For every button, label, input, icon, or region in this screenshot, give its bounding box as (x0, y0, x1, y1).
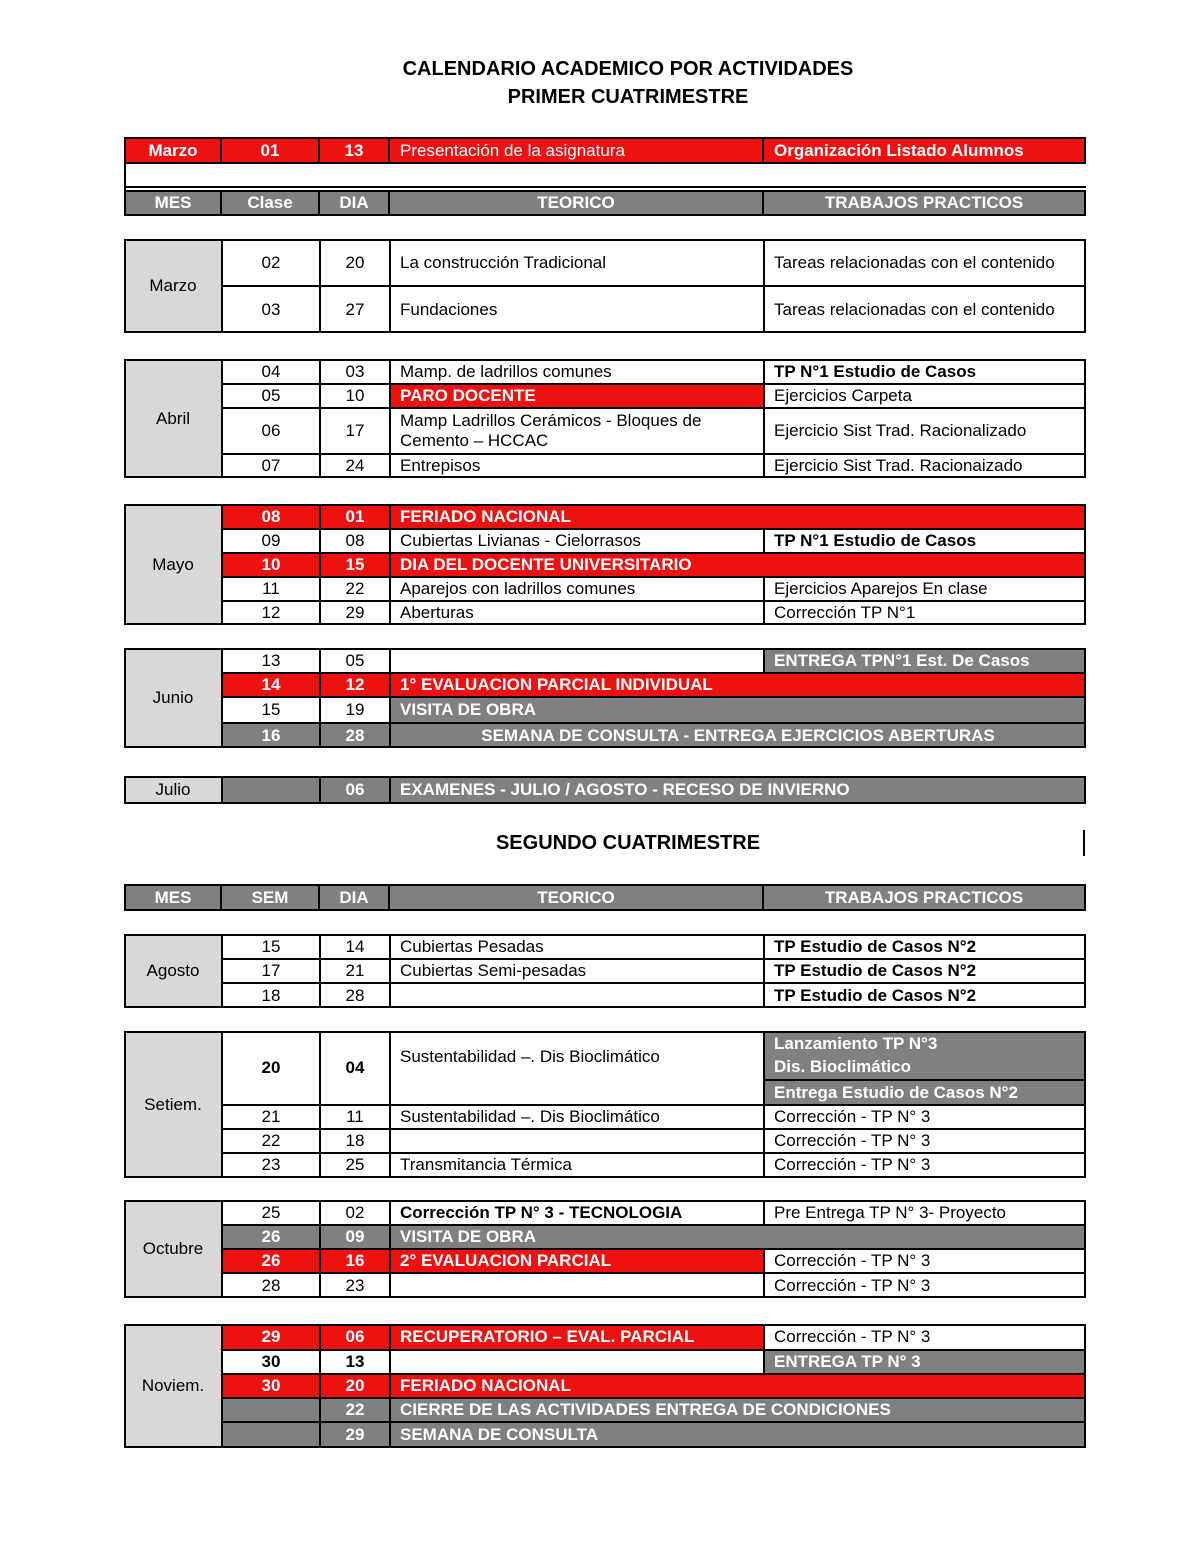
cell-sem: 18 (261, 985, 281, 1005)
cell-dia: 14 (345, 936, 365, 956)
month-block-octubre (124, 1200, 1086, 1298)
cell-clase: 11 (262, 579, 280, 598)
block-frame (124, 776, 1086, 804)
cell-teorico: FERIADO NACIONAL (390, 504, 1086, 529)
cell-sem: 17 (261, 961, 281, 980)
cell-teorico: SEMANA DE CONSULTA (390, 1422, 1086, 1448)
block-frame (124, 1200, 1086, 1298)
cell-tp: Corrección - TP N° 3 (774, 1107, 931, 1126)
cell-teorico: Mamp Ladrillos Cerámicos - Bloques de Cemento – HCCAC (400, 411, 702, 450)
cell-dia: 04 (345, 1058, 365, 1077)
cell-tp: Corrección - TP N° 3 (774, 1251, 931, 1270)
cell-clase: 07 (261, 456, 281, 475)
header-clase: Clase (222, 190, 320, 216)
header2-mes: MES (124, 884, 222, 911)
cell-dia: 19 (345, 700, 365, 719)
cell-dia: 09 (320, 1225, 390, 1249)
cell-teorico: Aparejos con ladrillos comunes (400, 579, 636, 598)
cell-tp: Corrección TP N°1 (774, 603, 916, 622)
month-block-agosto (124, 934, 1086, 1008)
cell-teorico: VISITA DE OBRA (390, 697, 1086, 723)
month-block-julio (124, 776, 1086, 804)
cell-dia: 22 (345, 579, 365, 598)
cell-clase: 15 (261, 700, 281, 719)
cell-clase: 14 (222, 673, 320, 697)
cell-dia: 20 (345, 252, 365, 272)
cell-sem: 30 (261, 1352, 281, 1371)
first-term-title: PRIMER CUATRIMESTRE (507, 86, 749, 108)
cell-tp: Ejercicios Aparejos En clase (774, 579, 988, 598)
cell-tp: Tareas relacionadas con el contenido (774, 299, 1055, 319)
month-label-setiembre: Setiem. (124, 1031, 222, 1178)
cell-tp: Corrección - TP N° 3 (774, 1131, 931, 1150)
cell-teorico: Sustentabilidad –. Dis Bioclimático (400, 1107, 660, 1126)
cell-tp: Pre Entrega TP N° 3- Proyecto (774, 1202, 1006, 1222)
cell-clase: 13 (261, 650, 281, 670)
cell-teorico: RECUPERATORIO – EVAL. PARCIAL (390, 1324, 764, 1350)
cell-tp: ENTREGA TPN°1 Est. De Casos (764, 648, 1086, 673)
cell-teorico: Aberturas (400, 603, 474, 622)
cell-dia: 21 (345, 961, 365, 980)
header-mes: MES (124, 190, 222, 216)
header2-sem: SEM (222, 884, 320, 911)
cell-dia: 20 (320, 1374, 390, 1398)
cell-dia: 18 (345, 1131, 365, 1150)
cell-sem: 29 (222, 1324, 320, 1350)
month-block-setiembre (124, 1031, 1086, 1178)
cell-tp: Corrección - TP N° 3 (774, 1275, 931, 1295)
header2-tp: TRABAJOS PRACTICOS (764, 884, 1086, 911)
cell-teorico: Mamp. de ladrillos comunes (400, 361, 612, 381)
month-label-marzo: Marzo (124, 239, 222, 333)
intro-teorico: Presentación de la asignatura (390, 137, 764, 164)
cell-tp: Ejercicios Carpeta (774, 386, 912, 405)
cell-clase: 04 (261, 361, 281, 381)
cell-dia: 01 (320, 504, 390, 529)
month-block-abril (124, 359, 1086, 478)
cell-dia: 24 (345, 456, 365, 475)
intro-divider-bottom (124, 186, 1086, 188)
cell-tp: TP Estudio de Casos N°2 (774, 961, 977, 980)
cell-teorico: Cubiertas Livianas - Cielorrasos (400, 531, 641, 550)
main-title: CALENDARIO ACADEMICO POR ACTIVIDADES (402, 58, 854, 80)
cell-teorico: Transmitancia Térmica (400, 1155, 572, 1174)
cell-tp: TP Estudio de Casos N°2 (774, 936, 977, 956)
header2-dia: DIA (320, 884, 390, 911)
cell-teorico: DIA DEL DOCENTE UNIVERSITARIO (390, 553, 1086, 577)
cell-teorico: Sustentabilidad –. Dis Bioclimático (400, 1047, 660, 1066)
month-label-mayo: Mayo (124, 504, 222, 625)
cell-teorico: PARO DOCENTE (390, 384, 764, 408)
cell-teorico: 1° EVALUACION PARCIAL INDIVIDUAL (390, 673, 1086, 697)
cell-sem: 21 (261, 1107, 281, 1126)
cell-dia: 28 (320, 723, 390, 748)
cell-dia: 05 (345, 650, 365, 670)
tp-line-2: Dis. Bioclimático (764, 1055, 1086, 1079)
cell-dia: 23 (345, 1275, 365, 1295)
cell-tp: Ejercicio Sist Trad. Racionalizado (774, 421, 1027, 440)
cell-clase: 03 (261, 299, 281, 319)
margin-mark (1083, 830, 1085, 856)
month-label-noviembre: Noviem. (124, 1324, 222, 1448)
cell-dia: 28 (345, 985, 365, 1005)
cell-sem: 30 (222, 1374, 320, 1398)
cell-clase: 02 (261, 252, 281, 272)
tp-line-3: Entrega Estudio de Casos N°2 (764, 1080, 1086, 1105)
month-block-noviembre (124, 1324, 1086, 1448)
block-frame (124, 648, 1086, 748)
month-label-julio: Julio (124, 776, 222, 804)
month-label-octubre: Octubre (124, 1200, 222, 1298)
cell-clase: 05 (261, 386, 281, 405)
tp-line-1: Lanzamiento TP N°3 (764, 1033, 1086, 1055)
cell-sem: 28 (261, 1275, 281, 1295)
cell-dia: 13 (345, 1352, 365, 1371)
cell-tp: Corrección - TP N° 3 (774, 1327, 931, 1346)
cell-clase: 10 (222, 553, 320, 577)
block-frame (124, 239, 1086, 333)
cell-sem: 23 (261, 1155, 281, 1174)
cell-teorico: Cubiertas Pesadas (400, 936, 544, 956)
cell-sem: 25 (261, 1202, 281, 1222)
cell-teorico: Entrepisos (400, 456, 481, 475)
cell-dia: 29 (345, 603, 365, 622)
cell-sem: 22 (261, 1131, 281, 1150)
cell-tp: TP Estudio de Casos N°2 (774, 985, 977, 1005)
cell-clase: 12 (261, 603, 281, 622)
header-row-2 (124, 884, 1086, 911)
cell-teorico: 2° EVALUACION PARCIAL (390, 1249, 764, 1273)
header-tp: TRABAJOS PRACTICOS (764, 190, 1086, 216)
cell-teorico: FERIADO NACIONAL (390, 1374, 1086, 1398)
cell-teorico: Corrección TP N° 3 - TECNOLOGIA (400, 1202, 683, 1222)
month-label-junio: Junio (124, 648, 222, 748)
cell-dia: 25 (345, 1155, 365, 1174)
month-label-agosto: Agosto (124, 934, 222, 1008)
cell-clase: 09 (261, 531, 281, 550)
header-row-1 (124, 190, 1086, 216)
cell-teorico: EXAMENES - JULIO / AGOSTO - RECESO DE INVIERNO (390, 776, 1086, 804)
cell-dia: 11 (346, 1107, 364, 1126)
cell-teorico: VISITA DE OBRA (390, 1225, 1086, 1249)
cell-dia: 27 (345, 299, 365, 319)
cell-tp: Ejercicio Sist Trad. Racionaizado (774, 456, 1023, 475)
block-frame (124, 504, 1086, 625)
cell-tp: ENTREGA TP N° 3 (764, 1350, 1086, 1374)
cell-dia: 16 (320, 1249, 390, 1273)
cell-dia: 06 (320, 776, 390, 804)
cell-teorico: Cubiertas Semi-pesadas (400, 961, 587, 980)
cell-dia: 06 (320, 1324, 390, 1350)
cell-teorico: Fundaciones (400, 299, 498, 319)
cell-dia: 22 (320, 1398, 390, 1422)
cell-tp: Corrección - TP N° 3 (774, 1155, 931, 1174)
intro-clase: 01 (222, 137, 320, 164)
cell-teorico: CIERRE DE LAS ACTIVIDADES ENTREGA DE CONDICIONES (390, 1398, 1086, 1422)
cell-clase: 16 (222, 723, 320, 748)
cell-dia: 03 (345, 361, 365, 381)
cell-dia: 29 (320, 1422, 390, 1448)
second-term-title: SEGUNDO CUATRIMESTRE (495, 832, 761, 854)
month-label-abril: Abril (124, 359, 222, 478)
intro-tp: Organización Listado Alumnos (764, 137, 1086, 164)
cell-teorico: La construcción Tradicional (400, 252, 607, 272)
cell-tp: Tareas relacionadas con el contenido (774, 252, 1055, 272)
cell-dia: 10 (345, 386, 365, 405)
block-frame (124, 934, 1086, 1008)
cell-dia: 02 (345, 1202, 365, 1222)
cell-sem: 15 (261, 936, 281, 956)
cell-dia: 12 (320, 673, 390, 697)
intro-dia: 13 (320, 137, 390, 164)
month-block-marzo (124, 239, 1086, 333)
month-block-junio (124, 648, 1086, 748)
block-frame (124, 359, 1086, 478)
header-dia: DIA (320, 190, 390, 216)
intro-row (124, 137, 1086, 164)
cell-dia: 17 (345, 421, 365, 440)
intro-mes: Marzo (124, 137, 222, 164)
cell-sem: 26 (222, 1249, 320, 1273)
header-teorico: TEORICO (390, 190, 764, 216)
cell-tp: TP N°1 Estudio de Casos (774, 361, 977, 381)
header2-teorico: TEORICO (390, 884, 764, 911)
cell-clase: 06 (261, 421, 281, 440)
block-frame (124, 1031, 1086, 1178)
cell-sem: 26 (222, 1225, 320, 1249)
cell-teorico: SEMANA DE CONSULTA - ENTREGA EJERCICIOS ABERTURAS (390, 723, 1086, 748)
cell-tp: TP N°1 Estudio de Casos (774, 531, 977, 550)
cell-dia: 15 (320, 553, 390, 577)
cell-sem: 20 (261, 1058, 281, 1077)
month-block-mayo (124, 504, 1086, 625)
cell-clase: 08 (222, 504, 320, 529)
cell-dia: 08 (345, 531, 365, 550)
block-frame (124, 1324, 1086, 1448)
